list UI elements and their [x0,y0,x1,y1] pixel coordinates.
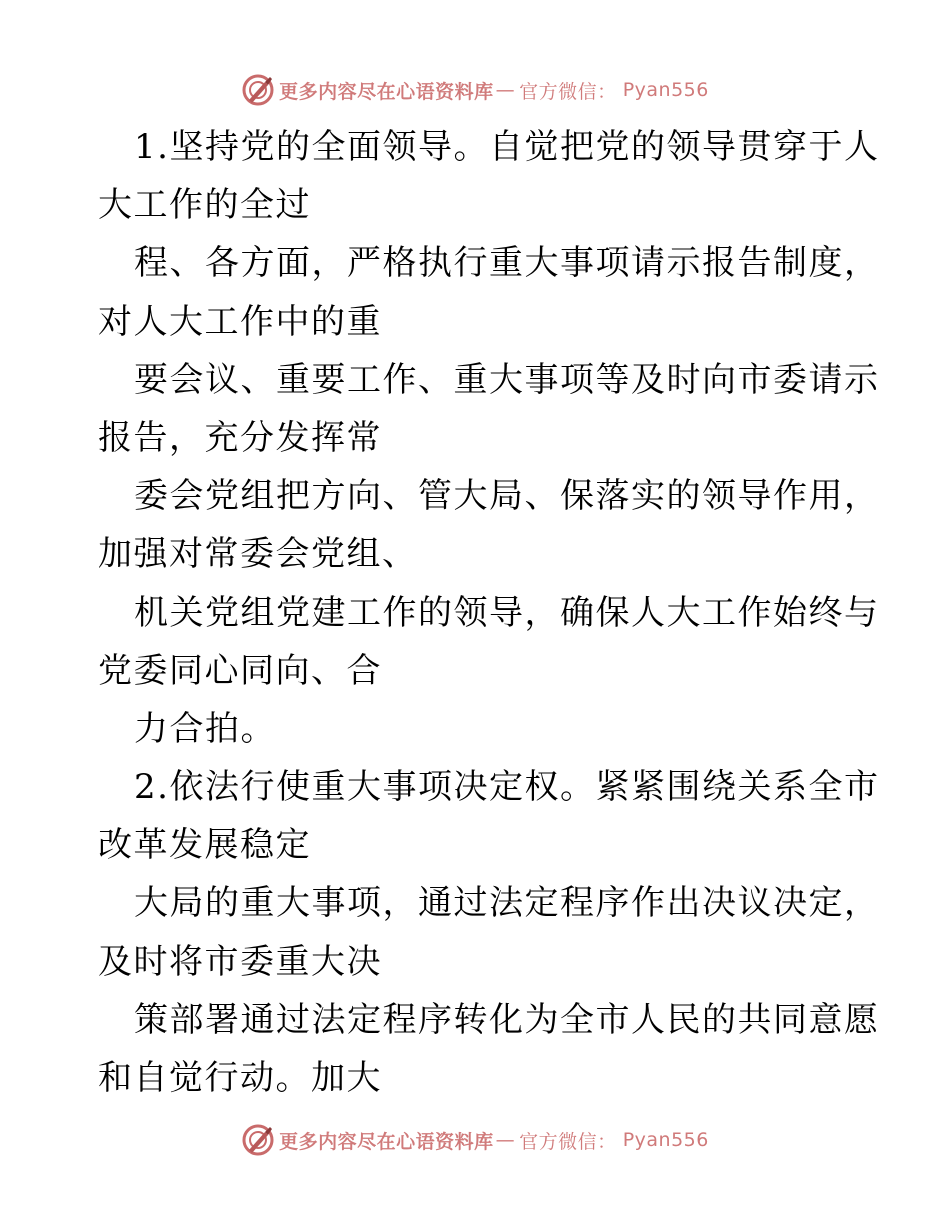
banner-wechat-id: Pyan556 [622,1129,709,1151]
text-line: 报告，充分发挥常 [98,417,382,458]
text-line: 要会议、重要工作、重大事项等及时向市委请示 [134,359,880,400]
document-body [98,118,880,1107]
text-line: 大局的重大事项，通过法定程序作出决议决定， [134,883,880,924]
banner-title: 更多内容尽在心语资料库 [279,80,494,103]
text-line: 力合拍。 [134,708,276,749]
text-line: 和自觉行动。加大 [98,1058,382,1098]
text-line: 2.依法行使重大事项决定权。紧紧围绕关系全市 [134,767,880,808]
text-line: 程、各方面，严格执行重大事项请示报告制度， [134,243,880,284]
text-line: 策部署通过法定程序转化为全市人民的共同意愿 [134,999,880,1040]
text-line: 及时将市委重大决 [98,941,382,982]
banner-wechat-id: Pyan556 [622,79,709,101]
header-banner [0,70,950,110]
pen-logo-icon [241,73,275,107]
banner-dash: — [495,79,516,101]
banner-dash: — [495,1129,516,1151]
banner-wechat-label: 官方微信： [519,80,617,103]
pen-logo-icon [241,1123,275,1157]
text-line: 对人大工作中的重 [98,301,382,342]
text-line: 1.坚持党的全面领导。自觉把党的领导贯穿于人 [134,127,880,167]
text-line: 加强对常委会党组、 [98,534,418,575]
text-line: 大工作的全过 [98,185,311,226]
text-line: 改革发展稳定 [98,825,311,866]
text-line: 机关党组党建工作的领导，确保人大工作始终与 [134,592,880,633]
text-line: 委会党组把方向、管大局、保落实的领导作用， [134,476,880,517]
banner-title: 更多内容尽在心语资料库 [279,1130,494,1153]
text-line: 党委同心同向、合 [98,650,382,691]
banner-wechat-label: 官方微信： [519,1130,617,1153]
footer-banner [0,1120,950,1160]
